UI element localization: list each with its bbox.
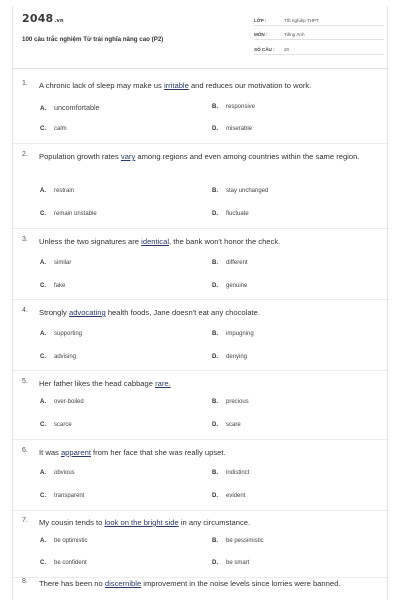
underlined-word: advocating (68, 308, 106, 317)
option-c[interactable] (40, 126, 67, 132)
question-text-part: from her face that she was really upset. (90, 448, 226, 457)
worksheet (12, 6, 388, 600)
meta-class-key: LỚP : (254, 18, 267, 23)
question-text-part: Her father likes the head cabbage (39, 379, 156, 388)
option-letter: D. (212, 354, 218, 360)
option-text: be smart (226, 560, 250, 566)
option-text: indistinct (226, 470, 250, 476)
question-text-part: It was (39, 448, 61, 457)
meta-subject-key: MÔN : (254, 32, 268, 37)
question-number: 5. (22, 378, 28, 385)
option-letter: A. (40, 470, 46, 476)
option-letter: C. (40, 493, 46, 499)
option-letter: A. (40, 331, 46, 337)
option-letter: A. (40, 538, 46, 544)
option-letter: B. (212, 399, 218, 405)
option-letter: D. (212, 493, 218, 499)
question-text (39, 378, 385, 390)
logo-main: 2048 (22, 12, 54, 25)
question-text-part: Population growth rates (39, 152, 121, 161)
option-b[interactable] (212, 331, 254, 337)
question-separator (13, 370, 389, 371)
option-letter: D. (212, 126, 218, 132)
question-number: 4. (22, 307, 28, 314)
logo-sub: .vn (54, 18, 64, 24)
option-letter: B. (212, 104, 218, 110)
option-letter: B. (212, 188, 218, 194)
option-c[interactable] (40, 354, 76, 360)
question-number: 6. (22, 447, 28, 454)
option-text: be pessimistic (226, 538, 264, 544)
option-text: supporting (54, 331, 83, 337)
document-title: 100 câu trắc nghiệm Từ trái nghĩa nâng cao (P2) (22, 36, 164, 43)
question-text-part: and reduces our motivation to work. (188, 81, 312, 90)
option-text: responsive (226, 104, 256, 110)
option-letter: B. (212, 470, 218, 476)
option-text: scarce (54, 422, 72, 428)
question-number: 3. (22, 236, 28, 243)
option-text: be confident (54, 560, 87, 566)
underlined-word: irritable (163, 81, 189, 90)
question-text-part: , the bank won't honor the check. (169, 237, 281, 246)
option-b[interactable] (212, 470, 249, 476)
option-letter: B. (212, 538, 218, 544)
option-b[interactable] (212, 188, 268, 194)
option-a[interactable] (40, 399, 84, 405)
option-letter: C. (40, 354, 46, 360)
option-b[interactable] (212, 104, 255, 110)
option-text: fake (54, 283, 66, 289)
header-divider (13, 68, 389, 69)
underlined-word: discernible (104, 579, 142, 588)
option-text: miserable (226, 126, 253, 132)
option-text: transparent (54, 493, 85, 499)
question-text-part: Strongly (39, 308, 69, 317)
option-a[interactable] (40, 470, 75, 476)
option-letter: C. (40, 126, 46, 132)
question-separator (13, 299, 389, 300)
question-text (39, 80, 385, 92)
question-text (39, 307, 385, 319)
option-letter: B. (212, 260, 218, 266)
question-text (39, 236, 385, 248)
question-text (39, 517, 385, 529)
option-a[interactable] (40, 188, 74, 194)
option-d[interactable] (212, 493, 245, 499)
meta-subject-value: Tiếng Anh (284, 32, 305, 37)
option-letter: C. (40, 422, 46, 428)
question-separator (13, 228, 389, 229)
option-c[interactable] (40, 493, 84, 499)
question-text (39, 447, 385, 459)
option-letter: C. (40, 211, 46, 217)
option-letter: A. (40, 188, 46, 194)
option-text: precious (226, 399, 249, 405)
option-b[interactable] (212, 538, 264, 544)
option-letter: A. (40, 105, 47, 112)
meta-class (254, 15, 384, 26)
option-b[interactable] (212, 260, 248, 266)
option-letter: A. (40, 399, 46, 405)
question-text-part: My cousin tends to (39, 518, 105, 527)
question-text-part: among regions and even among countries within the same region. (135, 152, 360, 161)
underlined-word: vary (120, 152, 136, 161)
option-b[interactable] (212, 399, 249, 405)
underlined-word: rare. (155, 379, 171, 388)
header (13, 6, 389, 64)
question-text-part: A chronic lack of sleep may make us (39, 81, 164, 90)
question-separator (13, 510, 389, 511)
question-text-part: Unless the two signatures are (39, 237, 142, 246)
option-letter: C. (40, 283, 46, 289)
option-text: genuine (226, 283, 248, 289)
option-a[interactable] (40, 331, 82, 337)
option-letter: D. (212, 211, 218, 217)
option-d[interactable] (212, 211, 249, 217)
underlined-word: identical (141, 237, 170, 246)
meta-count (254, 44, 384, 55)
option-text: calm (54, 126, 67, 132)
question-number: 7. (22, 517, 28, 524)
question-number: 8. (22, 578, 28, 585)
question-separator (13, 439, 389, 440)
option-a[interactable] (40, 260, 71, 266)
option-text: evident (226, 493, 246, 499)
meta-count-key: SỐ CÂU : (254, 47, 275, 52)
question-text-part: There has been no (39, 579, 105, 588)
question-text (39, 578, 385, 590)
option-c[interactable] (40, 422, 72, 428)
option-text: denying (226, 354, 248, 360)
option-letter: D. (212, 283, 218, 289)
option-text: uncomfortable (54, 103, 100, 112)
question-number: 1. (22, 80, 28, 87)
option-c[interactable] (40, 283, 65, 289)
meta-class-value: Tốt nghiệp THPT (284, 18, 319, 23)
option-letter: C. (40, 560, 46, 566)
meta-count-value: 20 (284, 47, 290, 52)
option-text: similar (54, 260, 72, 266)
option-text: obvious (54, 470, 75, 476)
option-letter: B. (212, 331, 218, 337)
option-letter: A. (40, 260, 46, 266)
option-text: fluctuate (226, 211, 249, 217)
option-d[interactable] (212, 354, 247, 360)
option-d[interactable] (212, 422, 241, 428)
question-text-part: health foods, Jane doesn't eat any chocolate. (105, 308, 260, 317)
option-d[interactable] (212, 283, 247, 289)
option-text: over-boiled (54, 399, 84, 405)
option-text: be optimistic (54, 538, 88, 544)
option-d[interactable] (212, 560, 249, 566)
option-text: scare (226, 422, 241, 428)
option-text: stay unchanged (226, 188, 269, 194)
option-text: advising (54, 354, 77, 360)
meta-subject (254, 29, 384, 40)
option-text: impugning (226, 331, 254, 337)
option-letter: D. (212, 422, 218, 428)
option-a[interactable] (40, 103, 100, 112)
option-text: restrain (54, 188, 75, 194)
option-letter: D. (212, 560, 218, 566)
underlined-word: apparent (60, 448, 91, 457)
option-c[interactable] (40, 211, 97, 217)
question-separator (13, 143, 389, 144)
option-text: remain unstable (54, 211, 97, 217)
option-d[interactable] (212, 126, 252, 132)
underlined-word: look on the bright side (104, 518, 179, 527)
option-a[interactable] (40, 538, 87, 544)
question-text-part: in any circumstance. (178, 518, 251, 527)
question-number: 2. (22, 151, 28, 158)
option-text: different (226, 260, 248, 266)
site-logo[interactable] (22, 12, 64, 25)
option-c[interactable] (40, 560, 87, 566)
question-text (39, 151, 385, 163)
question-text-part: improvement in the noise levels since lorries were banned. (141, 579, 341, 588)
